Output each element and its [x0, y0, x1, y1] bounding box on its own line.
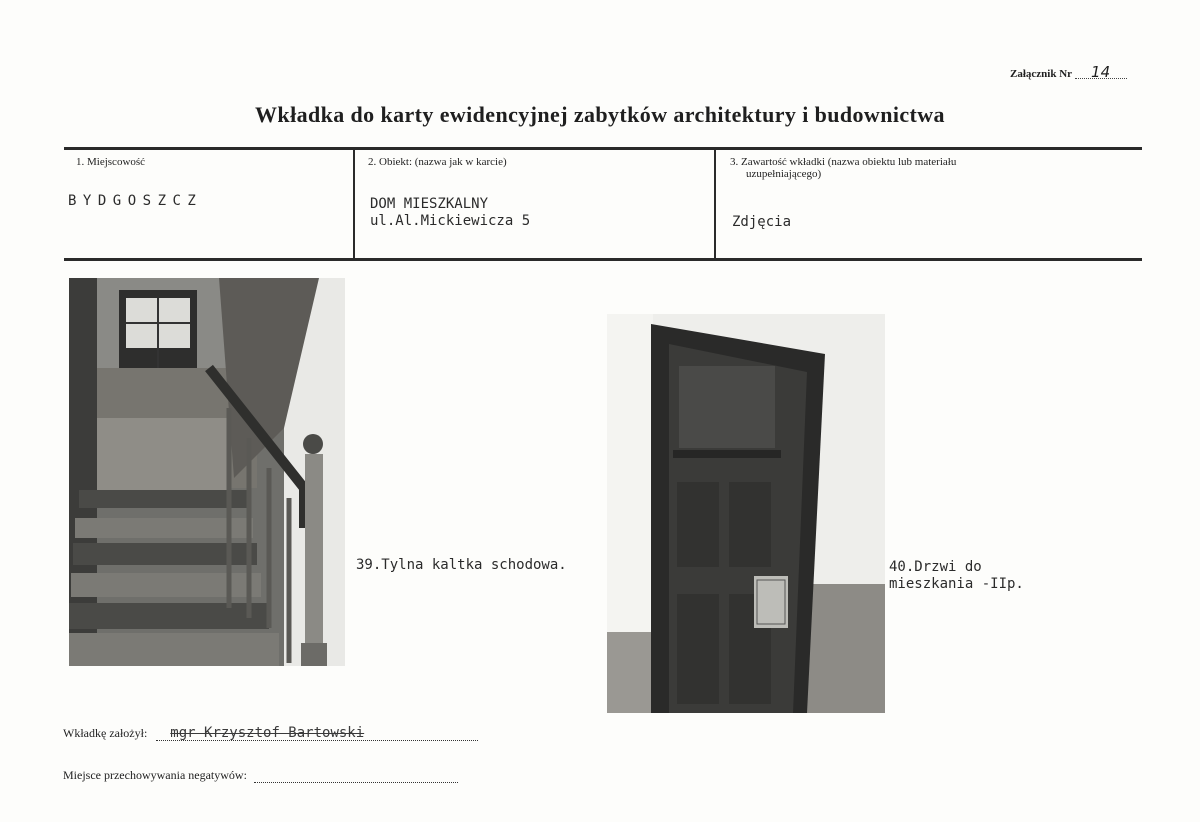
attachment-number-value: 14	[1075, 66, 1127, 79]
negatives-label: Miejsce przechowywania negatywów:	[63, 768, 247, 782]
created-by-line	[156, 727, 478, 741]
page-title: Wkładka do karty ewidencyjnej zabytków architektury i budownictwa	[255, 102, 945, 127]
column-divider-2	[714, 150, 716, 258]
photo-staircase	[69, 278, 345, 666]
door-image	[607, 314, 885, 713]
attachment-number	[1010, 63, 1145, 81]
object-address: ul.Al.Mickiewicza 5	[370, 213, 531, 229]
negatives-line	[254, 769, 458, 783]
negatives-row	[63, 768, 458, 783]
photo-2-caption-line2: mieszkania -IIp.	[889, 576, 1024, 592]
staircase-image	[69, 278, 345, 666]
object-label: 2. Obiekt: (nazwa jak w karcie)	[368, 156, 507, 168]
locality-value: BYDGOSZCZ	[68, 193, 203, 209]
attachment-label: Załącznik Nr	[1010, 68, 1072, 80]
created-by-label: Wkładkę założył:	[63, 726, 148, 740]
photo-1-caption: 39.Tylna kaltka schodowa.	[356, 557, 567, 573]
photo-2-caption-line1: 40.Drzwi do	[889, 559, 982, 575]
locality-label: 1. Miejscowość	[76, 156, 146, 168]
column-divider-1	[353, 150, 355, 258]
contents-label-cont: uzupełniającego)	[746, 168, 822, 180]
photo-door	[607, 314, 885, 713]
created-by-value: mgr Krzysztof Bartowski	[170, 725, 365, 741]
created-by-row	[63, 726, 478, 741]
header-bottom-rule	[64, 258, 1142, 261]
header-top-rule	[64, 147, 1142, 150]
contents-label: 3. Zawartość wkładki (nazwa obiektu lub materiału	[730, 156, 957, 168]
contents-value: Zdjęcia	[732, 214, 792, 230]
object-name: DOM MIESZKALNY	[370, 196, 489, 212]
